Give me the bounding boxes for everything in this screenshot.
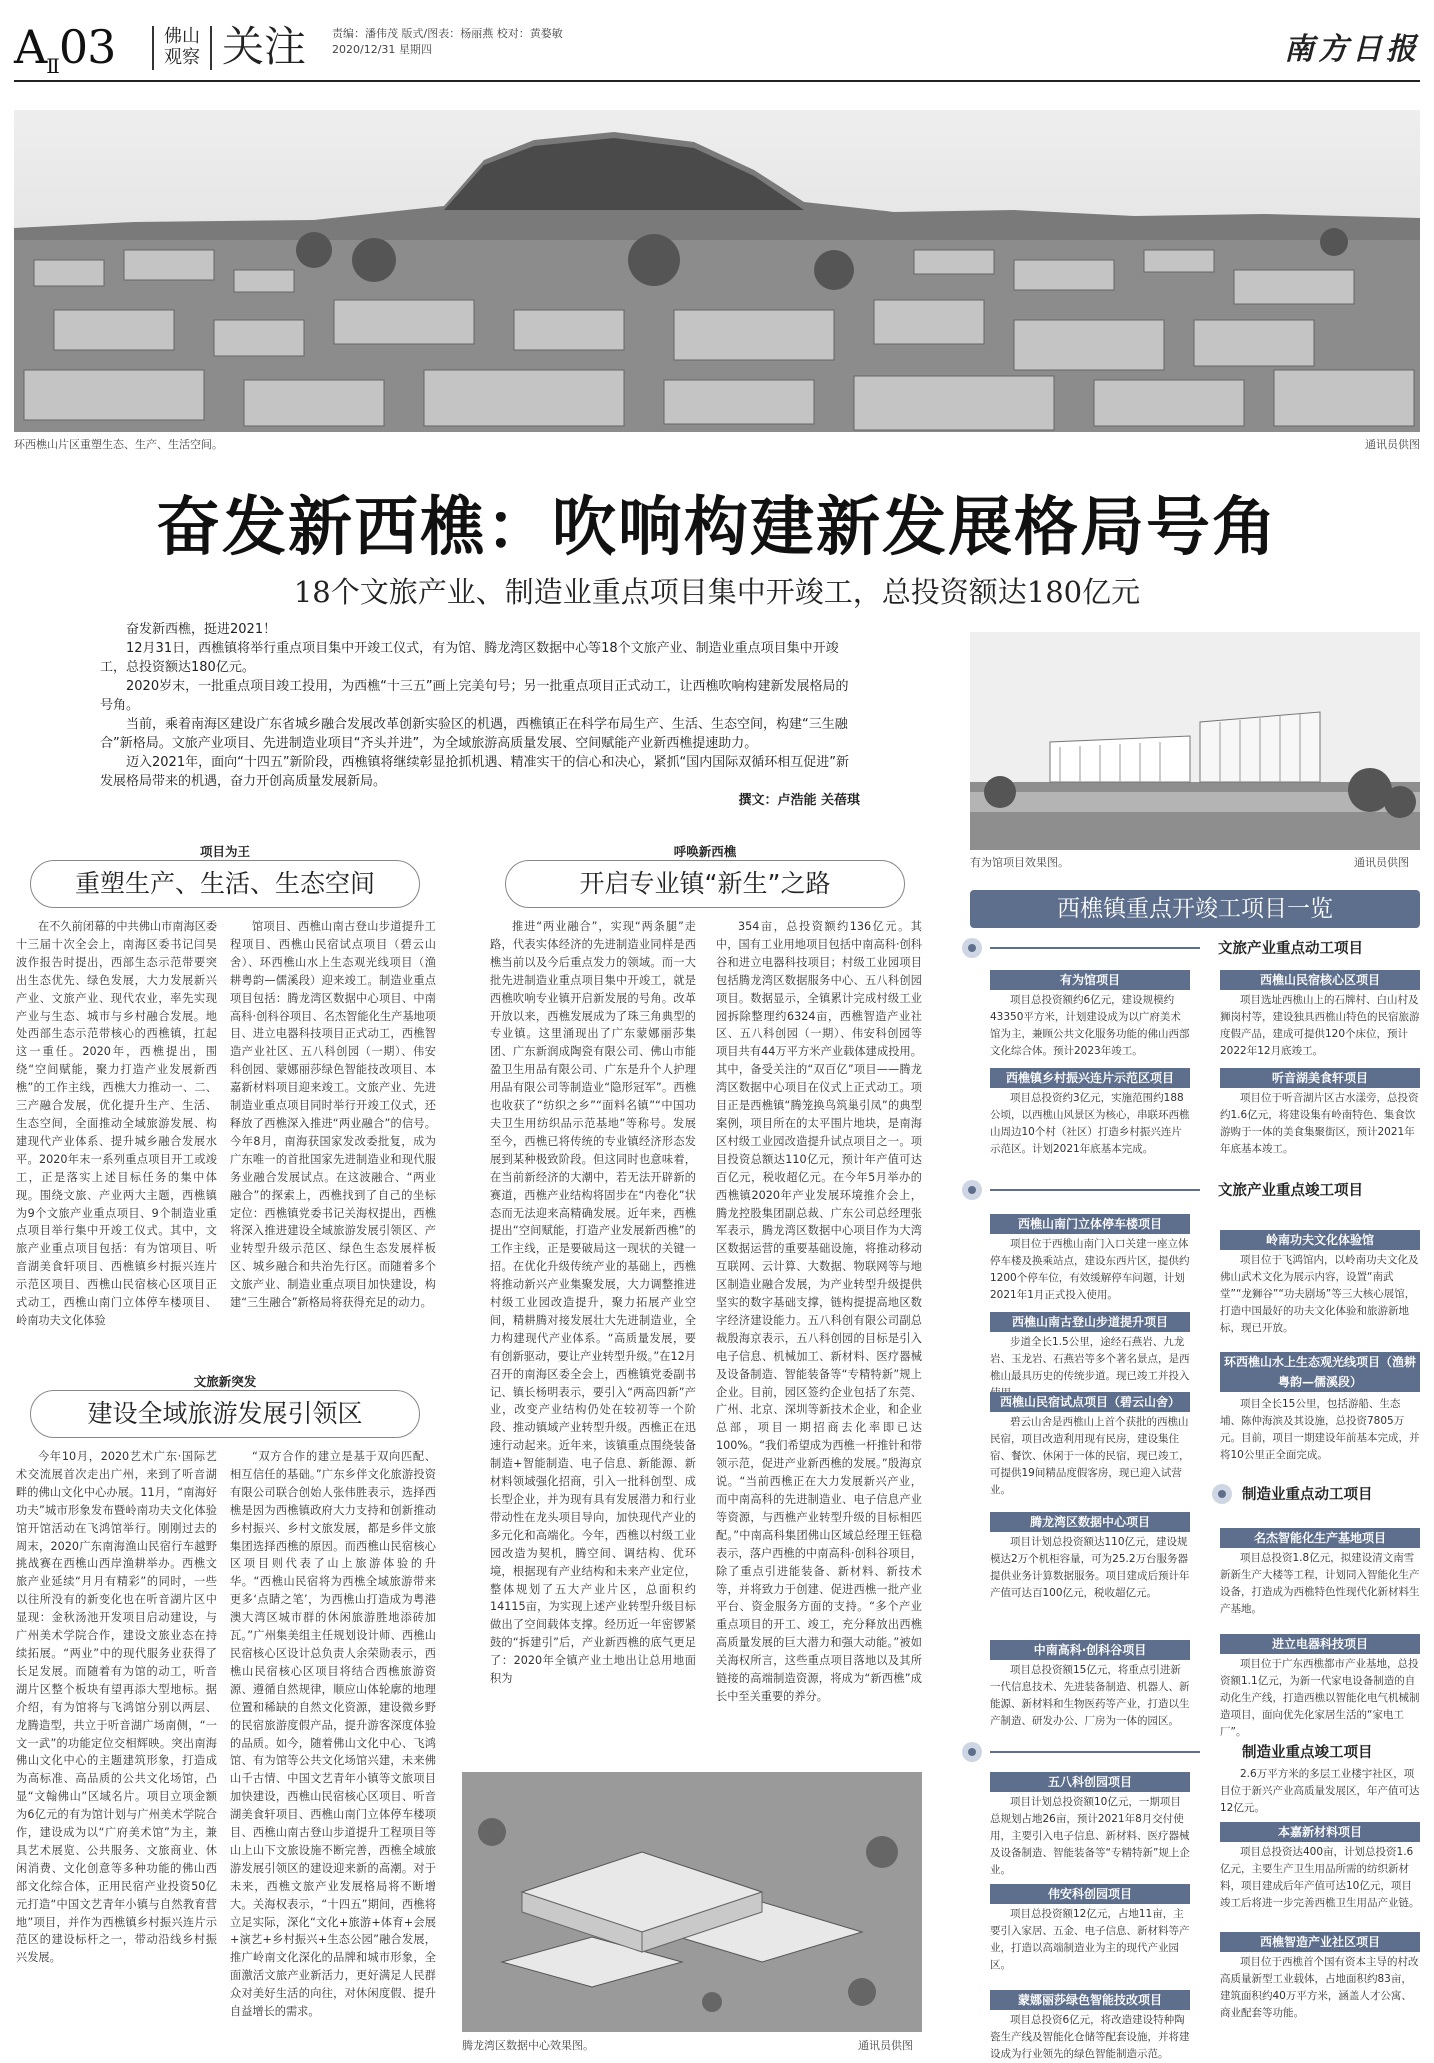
group4-title: 制造业重点竣工项目 xyxy=(1242,1745,1373,1761)
project-item-title: 西樵山民宿试点项目（碧云山舍） xyxy=(990,1392,1190,1412)
bullet-icon xyxy=(962,1180,982,1200)
masthead xyxy=(14,20,1420,79)
project-item-title: 岭南功夫文化体验馆 xyxy=(1220,1230,1420,1250)
project-item-desc: 项目计划总投资额达110亿元，建设规模达2万个机柜容量，可为25.2万台服务器提供业务计算数据服务。项目建成后预计年产值可达百100亿元，税收超亿元。 xyxy=(990,1536,1190,1599)
project-item-desc: 步道全长1.5公里，途经石燕岩、九龙岩、玉龙岩、石燕岩等多个著名景点，是西樵山最具历史的传统步道。现已竣工并投入 xyxy=(990,1336,1190,1382)
bullet-icon xyxy=(962,938,982,958)
section3-col1: 今年10月，2020艺术广东·国际艺术交流展首次走出广州，来到了听音湖畔的佛山文化中心办展。11月，“南海好功夫”城市形象发布暨岭南功夫文化体验馆开馆活动在飞鸿馆举行。刚刚过去的周末，2020广东南海渔山民宿行车越野挑战赛在西樵山西岸渔耕举办。西樵文旅产业延续“月月有精彩”的同时，一些以往所没有的新变化也在听音湖片区中显现：金秋汤池开发项目启动建设，与广州美术学院合作，建设文旅业态在持续拓展。“两业”中的现代服务业获得了长足发展。而随着有为馆的动工，听音湖片区整个板块有望再添大型地标。据介绍，有为馆将与飞鸿馆分别以两层、龙腾造型，共立于听音湖广场南侧，“一文一武”的功能定位交相辉映。突出南海佛山文化中心的主题建筑形象，打造成为高标准、高品质的公共文化场馆，凸显“文翰佛山”区域名片。项目立项金额为6亿元的有为馆计划与广州美术学院合作，建设成为以“广府美术馆”为主，兼具艺术展览、公共服务、文旅商业、休闲消费、文化创意等多种功能的佛山西部文化综合体，正用民宿产业投资50亿元打造“中国文艺青年小镇与自然教育营地”项目，并作为西樵镇乡村振兴连片示范区的建设标杆之一，带动沿线乡村振兴发展。 xyxy=(16,1450,217,1965)
project-item-desc: 项目总投资1.8亿元，拟建设清文南雪新新生产大楼等工程，计划同入智能化生产设备，打造成为西樵特色性现代化新材料生产基地。 xyxy=(1220,1552,1420,1615)
project-item-desc: 项目总投资额约6亿元，建设规模约43350平方米，计划建设成为以广府美术馆为主，兼顾公共文化服务功能的佛山西部文化综合体。预计2023年竣工。 xyxy=(990,994,1190,1057)
project-item-title: 环西樵山水上生态观光线项目（渔耕粤韵—儒溪段） xyxy=(1220,1352,1420,1392)
project-item-title: 西樵山民宿核心区项目 xyxy=(1220,970,1420,990)
data-center-rendering xyxy=(462,1772,922,2032)
lead-p3: 2020岁末，一批重点项目竣工投用，为西樵“十三五”画上完美句号；另一批重点项目正式动工，让西樵吹响构建新发展格局的号角。 xyxy=(100,679,849,713)
subheadline: 18个文旅产业、制造业重点项目集中开竣工，总投资额达180亿元 xyxy=(293,575,1141,609)
project-item-desc: 项目选址西樵山上的石牌村、白山村及狮岗村等，建设独具西樵山特色的民宿旅游度假产品，建成可提供120个床位，预计2022年12月底竣工。 xyxy=(1220,994,1420,1057)
section-label: 关注 xyxy=(222,22,307,71)
newspaper-logo: 南方日报 xyxy=(1284,32,1420,67)
masthead-rule xyxy=(14,80,1420,82)
section2-col1: 推进“两业融合”，实现“两条腿”走路，代表实体经济的先进制造业同样是西樵当前以及今后重点发力的领域。而一大批先进制造业重点项目集中开竣工，就是西樵吹响专业镇开启新发展的号角。改革开放以来，西樵发展成为了珠三角典型的专业镇。这里涌现出了广东蒙娜丽莎集团、广东新润成陶瓷有限公司、佛山市能盈卫生用品有限公司、广东是升个人护理用品有限公司等制造业“隐形冠军”。西樵也收获了“纺织之乡”“面料名镇”“中国功夫卫生用纺织品示范基地”等称号。发展至今，西樵已将传统的专业镇经济形态发展到某种极致阶段。但这同时也意味着，在当前新经济的大潮中，若无法开辟新的赛道，西樵产业结构将固步在“内卷化”状态而无法迎来高精确发展。近年来，西樵提出“空间赋能，打造产业发展新西樵”的工作主线，正是要破局这一现状的关键一招。在优化升级传统产业的基础上，西樵将推动新兴产业集聚发展，大力调整推进村级工业园改造提升，聚力拓展产业空间，精耕腾对接发展壮大先进制造业，全力构建现代产业体系。“高质量发展，要有创新驱动，要让产业转型升级。”在12月召开的南海区委全会上，西樵镇党委副书记、镇长杨明表示，要引入“两高四新”产业，改变产业结构仍处在较初等一个阶段、推动镇域产业转型升级。西樵正在迅速行动起来。近年来，该镇重点围绕装备制造+智能制造、电子信息、新能源、新材料领域强化招商，引入一批科创型、成长型企业，并为现有具有发展潜力和行业带动性在龙头项目导向，加快现代产业的多元化和高端化。今年，西樵以村级工业园改造为契机，腾空间、调结构、优环境，根据现有产业结构和未来产业定位，整体规划了五大产业片区，总面积约14115亩，为实现上述产业转型升级目标做出了空间载体支撑。经历近一年密锣紧鼓的“拆建引”后，产业新西樵的底气更足了：2020年全镇产业土地出让总用地面积为 xyxy=(490,920,696,1686)
section2-col2: 354亩，总投资额约136亿元。其中，国有工业用地项目包括中南高科·创科谷和进立电器科技项目；村级工业园项目包括腾龙湾区数据服务中心、五八科创园项目。数据显示，全镇累计完成村级工业园拆除整理约6324亩，西樵智造产业社区、五八科创园（一期）、伟安科创园等项目共有44万平方米产业载体建成投用。其中，备受关注的“双百亿”项目——腾龙湾区数据中心项目在仪式上正式动工。项目正是西樵镇“腾笼换鸟筑巢引凤”的典型案例，项目所在的太平围片地块，是南海区村级工业园改造提升试点项目之一。项目投资总额达110亿元，预计年产值可达百亿元，税收超亿元。在今年5月举办的西樵镇2020年产业发展环境推介会上，腾龙控股集团副总裁、广东公司总经理张军表示，腾龙湾区数据中心项目作为大湾区数据运营的重要基础设施，将推动移动互联网、云计算、大数据、物联网等与地区制造业融合发展，为产业转型升级提供坚实的数字基础支撑，链构提提高地区数字经济建设能力。五八科创有限公司副总裁殷海京表示，五八科创园的目标是引入电子信息、机械加工、新材料、医疗器械及设备制造、智能装备等“专精特新”规上企业。目前，园区签约企业包括了东莞、广州、北京、深圳等新技术企业，和企业总部，项目一期招商去化率即已达100%。“我们希望成为西樵一杆推针和带领示范，促进产业新西樵的发展。”殷海京说。“当前西樵正在大力发展新兴产业，而中南高科的先进制造业、电子信息产业等资源，与西樵产业转型升级的目标相匹配。”中南高科集团佛山区域总经理王钰稳表示，落户西樵的中南高科·创科谷项目，除了重点引进能装备、新材料、新技术等，并将致力于创建、促进西樵一批产业平台、资金服务方面的支持。“多个产业重点项目的开工、竣工，充分释放出西樵高质量发展的巨大潜力和强大动能。”被如关海权所言，这些重点项目落地以及其所链接的高端制造资源，将成为“新西樵”成长中至关重要的养分。 xyxy=(716,920,922,1703)
section3-heading: 建设全域旅游发展引领区 xyxy=(30,1390,420,1438)
section1-kicker: 项目为王 xyxy=(199,844,250,859)
project-item-desc: 项目总投资额15亿元，将重点引进新一代信息技术、先进装备制造、机器人、新能源、新材料和生物医药等产业，打造以生产制造、研发办公、厂房为一体的园区。 xyxy=(990,1664,1190,1727)
project-item-title: 蒙娜丽莎绿色智能技改项目 xyxy=(990,1990,1190,2010)
section1-heading: 重塑生产、生活、生态空间 xyxy=(30,860,420,908)
divider xyxy=(152,26,154,70)
project-item-desc: 项目位于西樵首个国有资本主导的村改高质量新型工业载体，占地面积约83亩，建筑面积约40万平方米，涵盖人才公寓、商业配套等功能。 xyxy=(1220,1956,1419,2019)
section3-kicker: 文旅新突发 xyxy=(193,1374,257,1389)
group3-title: 制造业重点动工项目 xyxy=(1242,1487,1373,1503)
divider xyxy=(210,26,212,70)
project-item-title: 听音湖美食轩项目 xyxy=(1220,1068,1420,1088)
project-item-title: 西樵智造产业社区项目 xyxy=(1220,1932,1420,1952)
project-item-title: 西樵山南古登山步道提升项目 xyxy=(990,1312,1190,1332)
top-photo-credit: 通讯员供图 xyxy=(1365,438,1420,451)
project-item-title: 西樵山南门立体停车楼项目 xyxy=(990,1214,1190,1234)
project-item-title: 名杰智能化生产基地项目 xyxy=(1220,1528,1420,1548)
project-item-title: 腾龙湾区数据中心项目 xyxy=(990,1512,1190,1532)
byline: 撰文：卢浩能 关蓓琪 xyxy=(738,793,860,808)
section-label-small: 佛山观察 xyxy=(164,26,200,68)
lead-paragraphs xyxy=(100,620,860,810)
lead-p2: 12月31日，西樵镇将举行重点项目集中开竣工仪式，有为馆、腾龙湾区数据中心等18个文旅产业、制造业重点项目集中开竣工，总投资额达180亿元。 xyxy=(100,641,839,675)
bullet-icon xyxy=(1212,1484,1232,1504)
project-item-desc: 项目计划总投资额10亿元，一期项目总规划占地26亩，预计2021年8月交付使用，主要引入电子信息、新材料、医疗器械及设备制造、智能装备等“专精特新”规上企业。 xyxy=(990,1796,1190,1876)
panel-spacer xyxy=(965,862,967,866)
page-number: $A_Ⅱ03$ xyxy=(14,20,116,79)
project-item-title: 中南高科·创科谷项目 xyxy=(990,1640,1190,1660)
group-rule xyxy=(990,947,1200,949)
project-item-title: 本嘉新材料项目 xyxy=(1220,1822,1420,1842)
right-photo-caption: 有为馆项目效果图。 xyxy=(970,856,1069,869)
project-item-desc: 项目总投资6亿元，将改造建设特种陶瓷生产线及智能化仓储等配套设施，并将建设成为行业领先的绿色智能制造示范。 xyxy=(990,2014,1190,2060)
bottom-photo-credit: 通讯员供图 xyxy=(858,2039,913,2052)
credits: 责编：潘伟茂 版式/图表：杨丽燕 校对：黄婺敏 2020/12/31 星期四 xyxy=(332,27,563,56)
project-item-desc: 项目位于广东西樵都市产业基地，总投资额1.1亿元，为新一代家电设备制造的自动化生产线，打造西樵以智能化电气机械制造项目，面向优先化家居生活的“家电工厂”。 xyxy=(1220,1658,1420,1738)
project-item-desc: 项目全长15公里，包括游船、生态埔、陈仲海滨及其设施，总投资7805万元。目前，项目一期建设年前基本完成，并将10公里正全面完成。 xyxy=(1220,1398,1420,1461)
project-item-desc: 项目总投资约3亿元，实施范围约188公顷，以西樵山风景区为核心，串联环西樵山周边10个村（社区）打造乡村振兴连片示范区。计划2021年底基本完成。 xyxy=(990,1092,1190,1155)
right-photo-credit: 通讯员供图 xyxy=(1354,856,1409,869)
lead-p5: 迈入2021年，面向“十四五”新阶段，西樵镇将继续彰显抢抓机遇、精准实干的信心和决心，紧抓“国内国际双循环相互促进”新发展格局带来的机遇，奋力开创高质量发展新局。 xyxy=(100,755,850,789)
section2-kicker: 呼唤新西樵 xyxy=(673,844,737,859)
lead-p4: 当前，乘着南海区建设广东省城乡融合发展改革创新实验区的机遇，西樵镇正在科学布局生产、生活、生态空间，构建“三生融合”新格局。文旅产业项目、先进制造业项目“齐头并进”，为全域旅游高质量发展、空间赋能产业新西樵提速助力。 xyxy=(100,717,848,751)
top-landscape-photo xyxy=(14,110,1420,432)
project-item-title: 西樵镇乡村振兴连片示范区项目 xyxy=(990,1068,1190,1088)
bottom-photo-caption: 腾龙湾区数据中心效果图。 xyxy=(462,2039,594,2052)
bullet-icon xyxy=(962,1742,982,1762)
project-item-title: 进立电器科技项目 xyxy=(1220,1634,1420,1654)
project-item-desc: 项目位于听音湖片区古水漾旁，总投资约1.6亿元，将建设集有岭南特色、集食饮游购于一体的美食集聚街区，预计2021年年底基本竣工。 xyxy=(1220,1092,1419,1155)
project-item-title: 有为馆项目 xyxy=(990,970,1190,990)
lead-p1: 奋发新西樵，挺进2021！ xyxy=(126,622,277,637)
section3-col2: “双方合作的建立是基于双向匹配、相互信任的基础。”广东乡伴文化旅游投资有限公司联合创始人张伟胜表示，选择西樵是因为西樵镇政府大力支持和创新推动乡村振兴、乡村文旅发展，都是乡伴文旅集团选择西樵的原因。而西樵山民宿核心区项目则代表了山上旅游体验的升华。“西樵山民宿将为西樵全域旅游带来更多‘点睛之笔’，为西樵山打造成为粤港澳大湾区城市群的休闲旅游胜地添砖加瓦。”广州集美组主任规划设计师、西樵山民宿核心区设计总负责人余荣勋表示，西樵山民宿核心区项目将结合西樵旅游资源、遵循自然规律，顺应山体轮廓的地理位置和稀缺的自然文化资源，建设微乡野的民宿旅游度假产品，提升游客深度体验的品质。如今，随着佛山文化中心、飞鸿馆、有为馆等公共文化场馆兴建，未来佛山千古情、中国文艺青年小镇等文旅项目加快建设，西樵山民宿核心区项目、听音湖美食轩项目、西樵山南门立体停车楼项目、西樵山南古登山步道提升工程项目等山上山下文旅设施不断完善，西樵全域旅游发展引领区的建设迎来新的高潮。对于未来，西樵文旅产业发展格局将不断增大。关海权表示，“十四五”期间，西樵将立足实际，深化“文化+旅游+体育+会展+演艺+乡村振兴+生态公园”融合发展，推广岭南文化深化的品牌和城市形象，全面激活文旅产业新活力，更好满足人民群众对美好生活的向往，对休闲度假、提升自益增长的需求。 xyxy=(230,1450,436,2019)
section2-heading: 开启专业镇“新生”之路 xyxy=(505,860,905,908)
project-item-desc: 项目位于西樵山南门入口关建一座立体停车楼及换乘站点，建设东西片区，提供约1200个停车位，有效缓解停车问题，计划2021年1月正式投入使用。 xyxy=(990,1238,1190,1301)
headline: 奋发新西樵：吹响构建新发展格局号角 xyxy=(156,490,1278,565)
projects-panel-title: 西樵镇重点开竣工项目一览 xyxy=(970,890,1420,928)
group1-title: 文旅产业重点动工项目 xyxy=(1218,941,1363,957)
group-rule xyxy=(990,1751,1200,1753)
project-item-desc: 项目总投资达400亩，计划总投资1.6亿元，主要生产卫生用品所需的纺织新材料，项目建成后年产值可达10亿元，项目竣工后将进一步完善西樵卫生用品产业链。 xyxy=(1220,1846,1420,1909)
group-rule xyxy=(990,1189,1200,1191)
project-item-desc: 碧云山舍是西樵山上首个获批的西樵山民宿，项目改造利用现有民房，建设集住宿、餐饮、休闲于一体的民宿，现已竣工，可提供19间精品度假客房，现已迎入试营业。 xyxy=(990,1416,1190,1496)
project-item-desc: 2.6万平方米的多层工业楼宇社区，项目位于新兴产业高质量发展区，年产值可达12亿元。 xyxy=(1220,1768,1420,1814)
project-item-title: 伟安科创园项目 xyxy=(990,1884,1190,1904)
section1-col1: 在不久前闭幕的中共佛山市南海区委十三届十次全会上，南海区委书记闫昊波作报告时提出，西部生态示范带要突出生态优先、绿色发展，大力发展新兴产业、文旅产业、现代农业，率先实现产业与生态、城市与乡村融合发展。地处西部生态示范带核心的西樵镇，扛起这一重任。2020年，西樵提出，围绕“空间赋能，聚力打造产业发展新西樵”的工作主线，西樵大力推动一、二、三产融合发展，优化提升生产、生活、生态空间，全面推动全域旅游发展、构建现代产业体系、提升城乡融合发展水平。2020年末一系列重点项目开工或竣工，正是落实上述目标任务的集中体现。围绕文旅、产业两大主题，西樵镇为9个文旅产业重点项目、9个制造业重点项目举行集中开竣工仪式。其中，文旅产业重点项目包括：有为馆项目、听音湖美食轩项目、西樵镇乡村振兴连片示范区项目、西樵山民宿核心区项目正式动工，西樵山南门立体停车楼项目、岭南功夫文化体验 xyxy=(16,920,218,1327)
project-item-desc: 项目总投资额12亿元，占地11亩，主要引入家居、五金、电子信息、新材料等产业，打造以高端制造业为主的现代产业园区。 xyxy=(990,1908,1190,1971)
youwei-hall-rendering xyxy=(970,632,1420,850)
project-item-title: 五八科创园项目 xyxy=(990,1772,1190,1792)
top-photo-caption: 环西樵山片区重塑生态、生产、生活空间。 xyxy=(14,438,223,451)
group2-title: 文旅产业重点竣工项目 xyxy=(1218,1183,1363,1199)
section1-col2: 馆项目、西樵山南古登山步道提升工程项目、西樵山民宿试点项目（碧云山舍）、环西樵山水上生态观光线项目（渔耕粤韵—儒溪段）迎来竣工。制造业重点项目包括：腾龙湾区数据中心项目、中南高科·创科谷项目、名杰智能化生产基地项目、进立电器科技项目正式动工，西樵智造产业社区、五八科创园（一期）、伟安科创园、蒙娜丽莎绿色智能技改项目、本嘉新材料项目迎来竣工。文旅产业、先进制造业重点项目同时举行开竣工仪式，还释放了西樵深入推进“两业融合”的信号。今年8月，南海获国家发改委批复，成为广东唯一的首批国家先进制造业和现代服务业融合发展试点。在这波融合、“两业融合”的探索上，西樵找到了自己的坐标定位：西樵镇党委书记关海权提出，西樵将深入推进建设全域旅游发展引领区、产业转型升级示范区、绿色生态发展样板区、城乡融合和共治先行区。而随着多个文旅产业、制造业重点项目加快建设，构建“三生融合”新格局将获得充足的动力。 xyxy=(230,920,436,1310)
project-item-desc: 项目位于飞鸿馆内，以岭南功夫文化及佛山武术文化为展示内容，设置“南武堂”“龙狮谷”“功夫剧场”等三大核心展馆，打造中国最好的功夫文化体验和旅游新地标，现已开放。 xyxy=(1220,1254,1419,1334)
